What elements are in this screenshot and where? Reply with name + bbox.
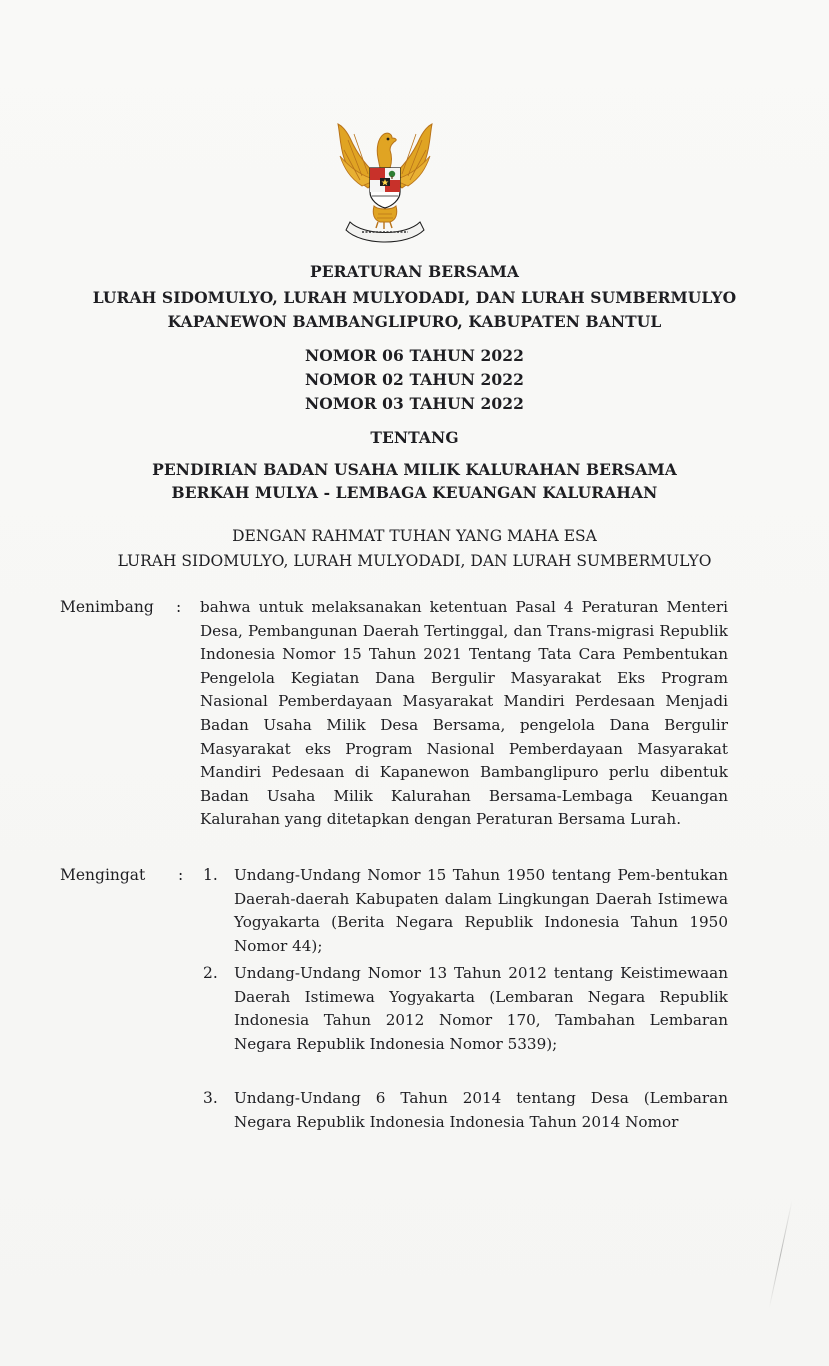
doc-type-title: PERATURAN BERSAMA <box>310 262 519 281</box>
mengingat-colon: : <box>178 866 184 884</box>
mengingat-item-number: 2. <box>203 964 218 982</box>
mengingat-item-text: Undang-Undang Nomor 15 Tahun 1950 tentang Pem-bentukan Daerah-daerah Kabupaten dalam Lingkungan Daerah Istimewa Yogyakarta (Berita Negara Republik Indonesia Tahun 1950 Nomor 44); <box>234 866 728 955</box>
menimbang-colon: : <box>176 598 182 616</box>
garuda-emblem-icon <box>328 118 442 252</box>
subject-line-1: PENDIRIAN BADAN USAHA MILIK KALURAHAN BERSAMA <box>152 460 677 479</box>
preamble-line-2: LURAH SIDOMULYO, LURAH MULYODADI, DAN LURAH SUMBERMULYO <box>117 552 712 570</box>
subject-line-2: BERKAH MULYA - LEMBAGA KEUANGAN KALURAHAN <box>171 483 658 502</box>
regulation-number-2: NOMOR 02 TAHUN 2022 <box>304 370 525 389</box>
scan-artifact-line <box>769 1201 793 1309</box>
menimbang-label: Menimbang <box>60 598 154 616</box>
regulation-number-1: NOMOR 06 TAHUN 2022 <box>304 346 525 365</box>
regulation-number-3: NOMOR 03 TAHUN 2022 <box>304 394 525 413</box>
mengingat-item-text: Undang-Undang 6 Tahun 2014 tentang Desa (Lembaran Negara Republik Indonesia Indonesia Tahun 2014 Nomor <box>234 1089 728 1131</box>
mengingat-item-number: 3. <box>203 1089 218 1107</box>
tentang-heading: TENTANG <box>370 428 459 447</box>
mengingat-item-text: Undang-Undang Nomor 13 Tahun 2012 tentang Keistimewaan Daerah Istimewa Yogyakarta (Lembaran Negara Republik Indonesia Tahun 2012 Nomor 170, Tambahan Lembaran Negara Republik Indonesia Nomor 5339); <box>234 964 728 1053</box>
mengingat-item-number: 1. <box>203 866 218 884</box>
mengingat-label: Mengingat <box>60 866 146 884</box>
menimbang-text: bahwa untuk melaksanakan ketentuan Pasal 4 Peraturan Menteri Desa, Pembangunan Daerah Tertinggal, dan Trans-migrasi Republik Indonesia Nomor 15 Tahun 2021 Tentang Tata Cara Pembentukan Pengelola Kegiatan Dana Bergulir Masyarakat Eks Program Nasional Pemberdayaan Masyarakat Mandiri Perdesaan Menjadi Badan Usaha Milik Desa Bersama, pengelola Dana Bergulir Masyarakat eks Program Nasional Pemberdayaan Masyarakat Mandiri Pedesaan di Kapanewon Bambanglipuro perlu dibentuk Badan Usaha Milik Kalurahan Bersama-Lembaga Keuangan Kalurahan yang ditetapkan dengan Peraturan Bersama Lurah. <box>200 598 728 829</box>
preamble-line-1: DENGAN RAHMAT TUHAN YANG MAHA ESA <box>232 527 597 545</box>
issuers-line: LURAH SIDOMULYO, LURAH MULYODADI, DAN LURAH SUMBERMULYO <box>92 288 737 307</box>
region-line: KAPANEWON BAMBANGLIPURO, KABUPATEN BANTUL <box>167 312 662 331</box>
